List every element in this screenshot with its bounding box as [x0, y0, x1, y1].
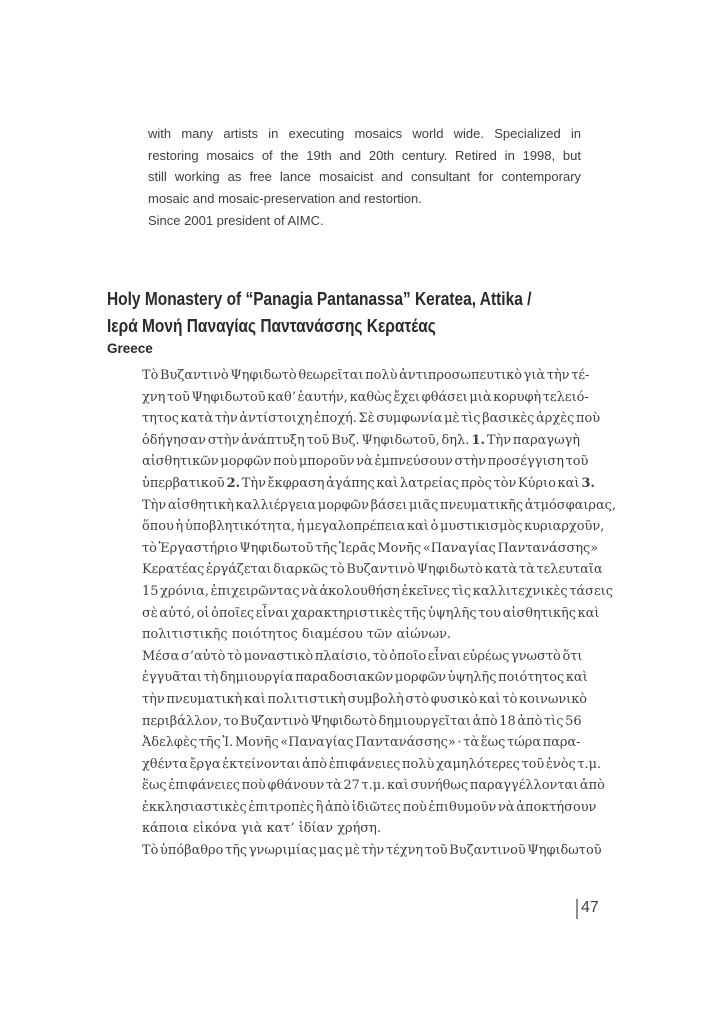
text-line: χθέντα ἔργα ἐκτείνονται ἀπὸ ἐπιφάνειες πολὺ χαμηλότερες τοῦ ἑνὸς τ.μ. — [142, 756, 602, 772]
body-paragraph-el — [142, 646, 605, 840]
text-line: with many artists in executing mosaics world wide. Specialized in — [148, 126, 582, 141]
text-line: Τὴν αἰσθητικὴ καλλιέργεια μορφῶν βάσει μιᾶς πνευματικῆς ἀτμόσφαιρας, — [142, 497, 616, 513]
text-line: Τὸ ὑπόβαθρο τῆς γνωριμίας μας μὲ τὴν τέχνη τοῦ Βυζαντινοῦ Ψηφιδωτοῦ — [142, 843, 602, 859]
text-line: ὑπερβατικοῦ 2. Τὴν ἔκφραση ἀγάπης καὶ λατρείας πρὸς τὸν Κύριο καὶ 3. — [142, 475, 595, 491]
section-heading — [107, 286, 707, 358]
text-line: restoring mosaics of the 19th and 20th century. Retired in 1998, but — [148, 147, 581, 163]
text-line: Ἀδελφὲς τῆς Ἱ. Μονῆς «Παναγίας Παντανάσσης» · τὰ ἕως τώρα παρα- — [142, 735, 581, 751]
bio-paragraph-en — [148, 123, 581, 210]
section-title — [107, 286, 623, 339]
text-line: still working as free lance mosaicist and consultant for contemporary — [148, 169, 582, 185]
text-line: ἕως ἐπιφάνειες ποὺ φθάνουν τὰ 27 τ.μ. καὶ συνήθως παραγγέλλονται ἀπὸ — [142, 778, 605, 794]
text-line: χνη τοῦ Ψηφιδωτοῦ καθ’ ἑαυτήν, καθὼς ἔχει φθάσει μιὰ κορυφὴ τελειό- — [142, 389, 589, 405]
page-number: 47 — [581, 899, 599, 916]
text-line: τὸ Ἐργαστήριο Ψηφιδωτοῦ τῆς Ἱερᾶς Μονῆς «Παναγίας Παντανάσσης» — [142, 540, 599, 556]
text-line: ὁδήγησαν στὴν ἀνάπτυξη τοῦ Βυζ. Ψηφιδωτοῦ, δηλ. 1. Τὴν παραγωγὴ — [142, 432, 581, 448]
text-line: ἐγγυᾶται τὴ δημιουργία παραδοσιακῶν μορφῶν ὑψηλῆς ποιότητος καὶ — [142, 670, 588, 686]
text-line: Τὸ Βυζαντινὸ Ψηφιδωτὸ θεωρεῖται πολὺ ἀντιπροσωπευτικὸ γιὰ τὴν τέ- — [142, 368, 590, 383]
body-paragraph-el — [142, 840, 602, 862]
text-line: τὴν πνευματικὴ καὶ πολιτιστικὴ συμβολὴ στὸ φυσικὸ καὶ τὸ κοινωνικὸ — [142, 691, 588, 707]
country-label: Greece — [107, 341, 153, 356]
body-paragraph-el — [142, 365, 616, 646]
body-text-el — [142, 365, 616, 862]
folio-rule — [576, 899, 578, 919]
bio-paragraph-en — [148, 210, 581, 232]
text-line: Κερατέας ἐργάζεται διαρκῶς τὸ Βυζαντινὸ Ψηφιδωτὸ κατὰ τὰ τελευταῖα — [142, 562, 603, 578]
text-line: κάποια εἰκόνα γιὰ κατ’ ἰδίαν χρήση. — [142, 821, 381, 837]
page-footer — [576, 897, 599, 919]
text-line: 15 χρόνια, ἐπιχειρῶντας νὰ ἀκολουθήση ἐκεῖνες τὶς καλλιτεχνικὲς τάσεις — [142, 583, 613, 599]
text-line: αἰσθητικῶν μορφῶν ποὺ μποροῦν νὰ ἐμπνεύσουν στὴν προσέγγιση τοῦ — [142, 454, 589, 470]
text-line: Since 2001 president of AIMC. — [148, 212, 324, 228]
text-line: σὲ αὐτό, οἱ ὁποῖες εἶναι χαρακτηριστικὲς τῆς ὑψηλῆς του αἰσθητικῆς καὶ — [142, 605, 600, 621]
text-line: mosaic and mosaic-preservation and restortion. — [148, 191, 422, 207]
section-title-el: Ιερά Μονή Παναγίας Παντανάσσης Κερατέας — [107, 315, 436, 336]
text-line: περιβάλλον, το Βυζαντινὸ Ψηφιδωτὸ δημιουργεῖται ἀπὸ 18 ἀπὸ τὶς 56 — [142, 713, 582, 729]
bio-text-en — [148, 123, 581, 232]
text-line: τητος κατὰ τὴν ἀντίστοιχη ἐποχή. Σὲ συμφωνία μὲ τὶς βασικὲς ἀρχὲς ποὺ — [142, 411, 601, 427]
text-line: ἐκκλησιαστικὲς ἐπιτροπὲς ἢ ἀπὸ ἰδιῶτες ποὺ ἐπιθυμοῦν νὰ ἀποκτήσουν — [142, 799, 597, 815]
text-line: πολιτιστικῆς ποιότητος διαμέσου τῶν αἰώνων. — [142, 627, 452, 643]
section-title-en: Holy Monastery of “Panagia Pantanassa” Keratea, Attika / — [107, 289, 532, 309]
text-line: Μέσα σ’αὐτὸ τὸ μοναστικὸ πλαίσιο, τὸ ὁποῖο εἶναι εὐρέως γνωστὸ ὅτι — [142, 648, 583, 664]
text-line: ὅπου ἡ ὑποβλητικότητα, ἡ μεγαλοπρέπεια καὶ ὁ μυστικισμὸς κυριαρχοῦν, — [142, 519, 605, 535]
